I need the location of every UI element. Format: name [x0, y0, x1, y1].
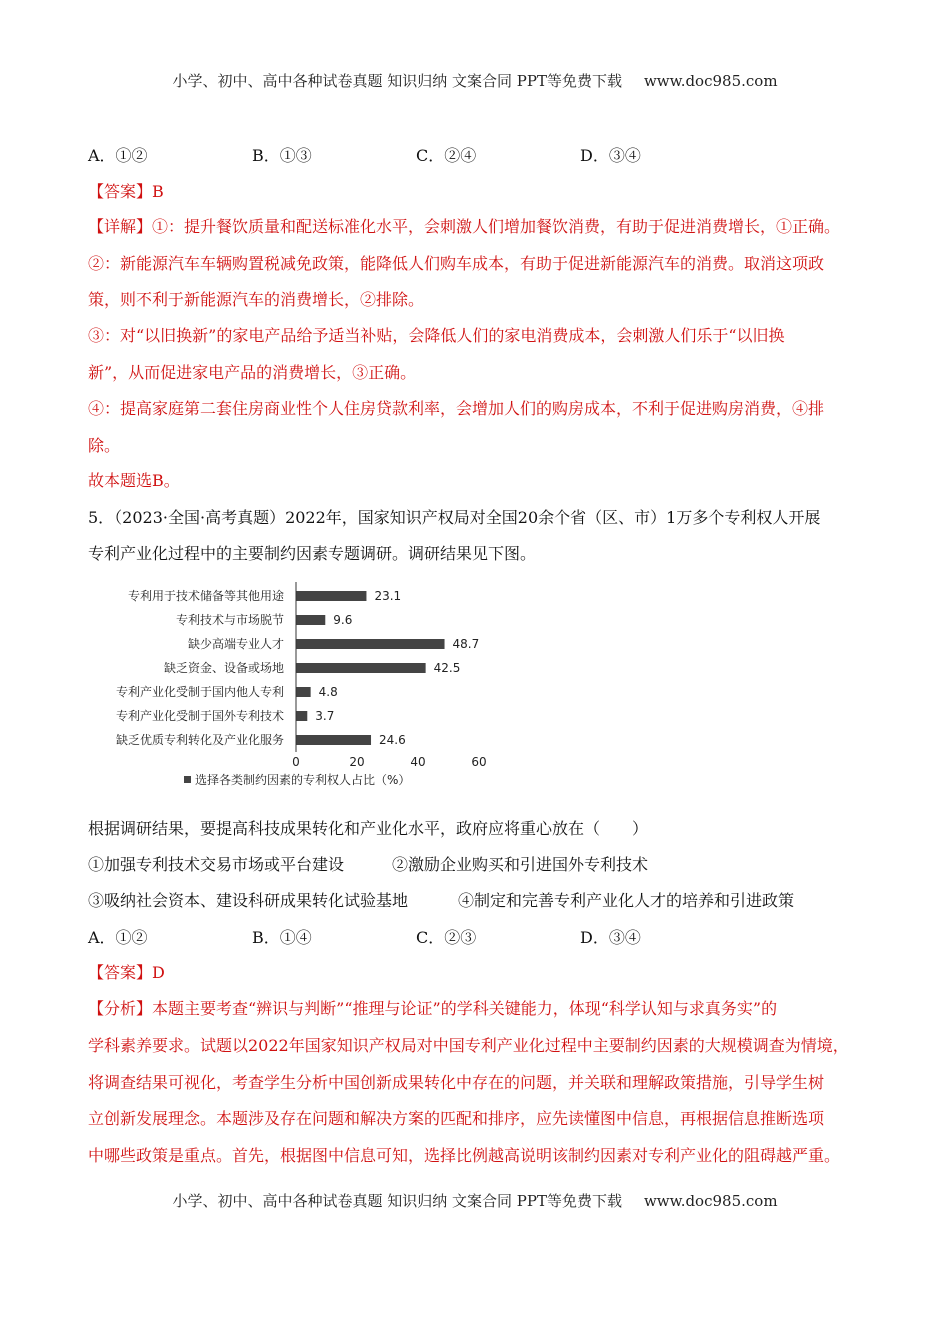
- q4-option-d: D．③④: [580, 146, 641, 165]
- chart-bar: [296, 639, 445, 649]
- chart-category-label: 专利产业化受制于国外专利技术: [115, 709, 284, 723]
- chart-value-label: 24.6: [379, 733, 406, 747]
- chart-category-label: 缺乏优质专利转化及产业化服务: [115, 733, 284, 747]
- chart-x-tick-label: 60: [471, 755, 487, 769]
- chart-bar: [296, 591, 366, 601]
- q4-option-c: C．②④: [416, 146, 477, 165]
- q5-option-b: B．①④: [252, 928, 312, 947]
- q5-item-1: ①加强专利技术交易市场或平台建设: [88, 855, 345, 874]
- q5-analysis-line: 学科素养要求。试题以2022年国家知识产权局对中国专利产业化过程中主要制约因素的大规模调查为情境，: [88, 1036, 849, 1055]
- q4-explanation-line: ②：新能源汽车车辆购置税减免政策，能降低人们购车成本，有助于促进新能源汽车的消费。取消这项政: [88, 254, 825, 273]
- chart-value-label: 3.7: [315, 709, 335, 723]
- chart-value-label: 48.7: [452, 637, 480, 651]
- q5-option-c: C．②③: [416, 928, 477, 947]
- q5-question: 根据调研结果，要提高科技成果转化和产业化水平，政府应将重心放在（ ）: [88, 819, 649, 838]
- q5-stem-line: 5．（2023·全国·高考真题）2022年，国家知识产权局对全国20余个省（区、市）1万多个专利权人开展: [88, 508, 821, 527]
- chart-bar: [296, 687, 311, 697]
- chart-bar: [296, 711, 307, 721]
- q5-answer: 【答案】D: [88, 963, 165, 982]
- chart-bar: [296, 615, 325, 625]
- chart-bar: [296, 735, 371, 745]
- chart-category-label: 缺少高端专业人才: [187, 637, 284, 651]
- q5-stem-line: 专利产业化过程中的主要制约因素专题调研。调研结果见下图。: [88, 544, 537, 563]
- q5-option-d: D．③④: [580, 928, 641, 947]
- chart-category-label: 缺乏资金、设备或场地: [163, 661, 284, 675]
- q4-explanation-line: 策，则不利于新能源汽车的消费增长，②排除。: [88, 290, 425, 309]
- q5-analysis-line: 立创新发展理念。本题涉及存在问题和解决方案的匹配和排序，应先读懂图中信息，再根据信息推断选项: [88, 1109, 825, 1128]
- q5-analysis-line: 中哪些政策是重点。首先，根据图中信息可知，选择比例越高说明该制约因素对专利产业化的阻碍越严重。: [88, 1146, 841, 1165]
- q4-explanation-line: 新”，从而促进家电产品的消费增长，③正确。: [88, 363, 417, 382]
- q4-explanation-line: ④：提高家庭第二套住房商业性个人住房贷款利率，会增加人们的购房成本，不利于促进购房消费，④排: [88, 399, 825, 418]
- page-header: [0, 70, 950, 91]
- chart-value-label: 9.6: [333, 613, 353, 627]
- chart-x-tick-label: 40: [410, 755, 426, 769]
- chart-x-tick-label: 20: [349, 755, 365, 769]
- q4-explanation-line: 故本题选B。: [88, 471, 180, 490]
- chart-x-tick-label: 0: [292, 755, 300, 769]
- q5-analysis-line: 【分析】本题主要考查“辨识与判断”“推理与论证”的学科关键能力，体现“科学认知与求真务实”的: [88, 999, 778, 1018]
- q5-item-3: ③吸纳社会资本、建设科研成果转化试验基地: [88, 891, 409, 910]
- chart-value-label: 4.8: [318, 685, 338, 699]
- q5-item-2: ②激励企业购买和引进国外专利技术: [392, 855, 649, 874]
- footer-text: 小学、初中、高中各种试卷真题 知识归纳 文案合同 PPT等免费下载: [172, 1192, 622, 1210]
- chart-legend-swatch: [184, 776, 191, 783]
- q4-answer: 【答案】B: [88, 182, 164, 201]
- q5-analysis-line: 将调查结果可视化，考查学生分析中国创新成果转化中存在的问题，并关联和理解政策措施，引导学生树: [88, 1073, 825, 1092]
- q4-explanation-line: 除。: [88, 436, 121, 455]
- q4-option-b: B．①③: [252, 146, 312, 165]
- page-footer: [0, 1190, 950, 1211]
- chart-category-label: 专利产业化受制于国内他人专利: [115, 685, 284, 699]
- header-site: www.doc985.com: [643, 72, 778, 90]
- q4-option-a: A．①②: [88, 146, 148, 165]
- chart-category-label: 专利用于技术储备等其他用途: [127, 589, 284, 603]
- chart-value-label: 23.1: [374, 589, 402, 603]
- chart-category-label: 专利技术与市场脱节: [175, 613, 284, 627]
- q5-option-a: A．①②: [88, 928, 148, 947]
- header-text: 小学、初中、高中各种试卷真题 知识归纳 文案合同 PPT等免费下载: [172, 72, 622, 90]
- chart-bar: [296, 663, 426, 673]
- chart-legend-label: 选择各类制约因素的专利权人占比（%）: [195, 773, 411, 787]
- chart-value-label: 42.5: [433, 661, 461, 675]
- q4-explanation-line: 【详解】①：提升餐饮质量和配送标准化水平，会刺激人们增加餐饮消费，有助于促进消费增长，①正确。: [88, 217, 841, 236]
- q4-explanation-line: ③：对“以旧换新”的家电产品给予适当补贴，会降低人们的家电消费成本，会刺激人们乐于“以旧换: [88, 326, 785, 345]
- footer-site: www.doc985.com: [643, 1192, 778, 1210]
- q5-item-4: ④制定和完善专利产业化人才的培养和引进政策: [458, 891, 795, 910]
- patent-bar-chart: [92, 578, 512, 803]
